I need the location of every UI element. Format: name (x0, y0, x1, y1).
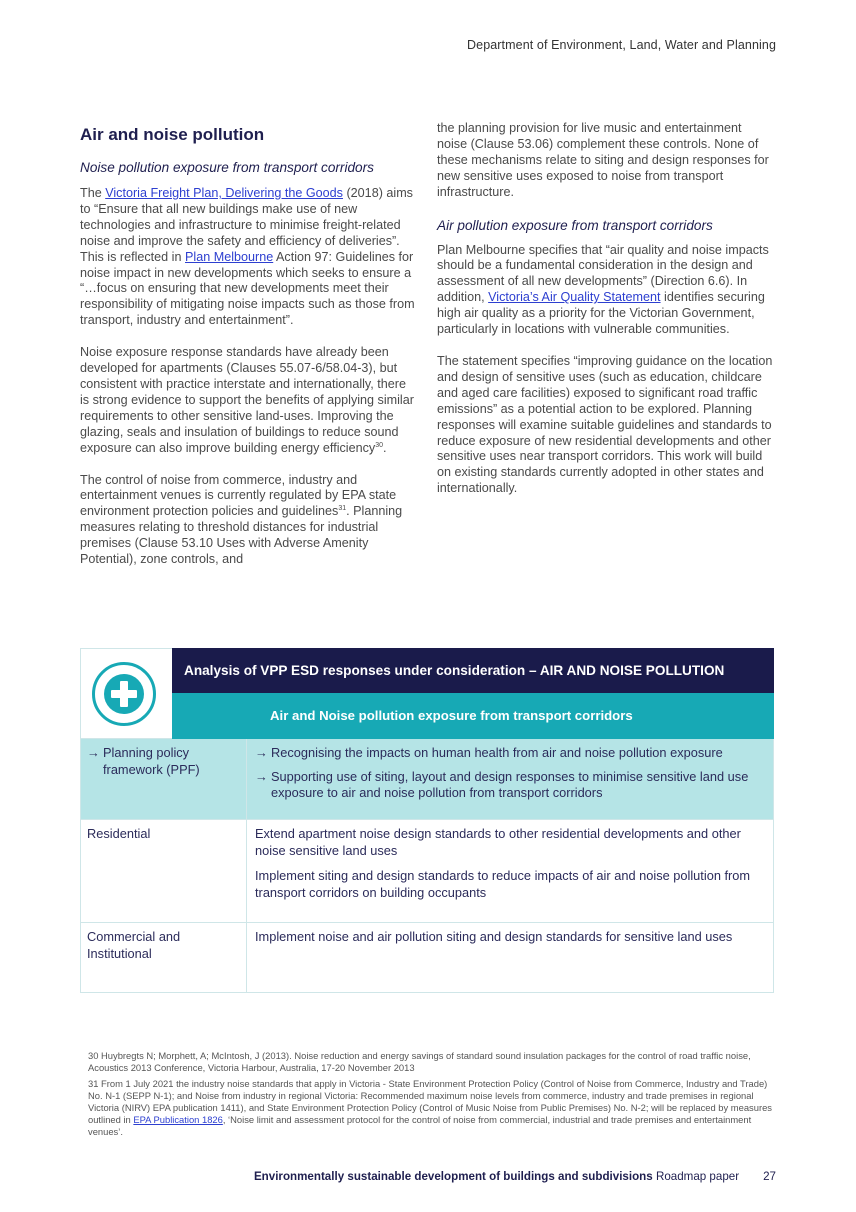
footnote-30: 30 Huybregts N; Morphett, A; McIntosh, J (2013). Noise reduction and energy savings of standard sound insulation packages for the control of road traffic noise, Acoustics 2013 Conference, Victoria Harbour, Australia, 17-20 November 2013 (88, 1050, 751, 1073)
arrow-right-icon: → (255, 745, 268, 760)
noise-subheading: Noise pollution exposure from transport corridors (80, 160, 374, 175)
footer-title: Environmentally sustainable development of buildings and subdivisions (253, 1170, 653, 1183)
paragraph-statement: The statement specifies “improving guidance on the location and design of sensitive uses (such as education, childcare and aged care facilities) exposed to significant road traffic emissions” as a potential action to be explored. Planning responses will examine suitable guidelines and standards to reduce exposure of new residential developments and other sensitive uses near transport corridors. This work will build on existing standards currently adopted in other states and internationally. (437, 353, 773, 496)
footnote-31: 31 From 1 July 2021 the industry noise standards that apply in Victoria - State Environment Protection Policy (Control of Noise from Commerce, Industry and Trade) No. N-1 (SEPP N-1); and Noise from industry in regional Victoria: Recommended maximum noise levels from commerce, industry and trade premises in regional Victoria (NIRV) EPA publication 1411), and State Environment Protection Policy (Control of Music Noise from Public Premises) No. N-2; will be replaced by measures outlined in EPA Publication 1826, ‘Noise limit and assessment protocol for the control of noise from commercial, industrial and trade premises and entertainment venues’. (88, 1078, 772, 1137)
paragraph-plan-melbourne: Plan Melbourne specifies that “air quality and noise impacts should be a fundamental consideration in the design and assessment of all new developments” (Direction 6.6). In addition, Victoria’s Air Quality Statement identifies securing high air quality as a priority for the Victorian Government, particularly in locations with vulnerable communities. (437, 242, 769, 337)
arrow-right-icon: → (87, 745, 100, 760)
section-heading: Air and noise pollution (80, 125, 265, 144)
footnote-ref-31[interactable]: 31 (338, 505, 347, 513)
row-content: Extend apartment noise design standards to other residential developments and other noise sensitive land uses Implement siting and design standards to reduce impacts of air and noise pollution from transport corridors on building occupants (255, 826, 751, 900)
table-row (80, 820, 774, 923)
link-victoria-freight-plan[interactable]: Victoria Freight Plan, Delivering the Goods (105, 186, 343, 200)
health-cross-icon (92, 662, 156, 726)
paragraph-noise-standards: Noise exposure response standards have already been developed for apartments (Clauses 55.07-6/58.04-3), but consistent with practice interstate and internationally, there is strong evidence to support the benefits of applying similar requirements to other sensitive land-uses. Improving the glazing, seals and insulation of buildings to reduce sound exposure can also improve building energy efficiency$^{30}$. (80, 345, 414, 455)
page-number: 27 (763, 1170, 776, 1183)
row-content: → Recognising the impacts on human health from air and noise pollution exposure → Supporting use of siting, layout and design responses to minimise sensitive land use exposure to air and noise pollution from transport corridors (255, 745, 749, 800)
arrow-right-icon: → (255, 768, 268, 784)
table-row (80, 923, 774, 993)
row-content: Implement noise and air pollution siting and design standards for sensitive land uses (255, 929, 733, 944)
paragraph-live-music: the planning provision for live music and entertainment noise (Clause 53.06) complement these controls. None of these mechanisms relate to siting and design responses for new sensitive uses exposed to noise from transport infrastructure. (437, 121, 769, 199)
row-label: Residential (81, 820, 247, 922)
page-footer (254, 1170, 776, 1183)
paragraph-noise-control: The control of noise from commerce, industry and entertainment venues is currently regulated by EPA state environment protection policies and guidelines$^{31}$. Planning measures relating to threshold distances for industrial premises (Clause 53.10 Uses with Adverse Amenity Potential), zone controls, and (80, 472, 403, 567)
left-column (80, 121, 416, 584)
paragraph-freight-plan: The Victoria Freight Plan, Delivering the Goods (2018) aims to “Ensure that all new buildings make use of new technologies and infrastructure to minimise freight-related noise and improve the safety and efficiency of deliveries”. This is reflected in Plan Melbourne Action 97: Guidelines for noise impact in new developments which seeks to ensure a “…focus on ensuring that new developments meet their responsibility of mitigating noise impacts such as those from transport, industry and entertainment”. (80, 186, 415, 328)
link-air-quality-statement[interactable]: Victoria’s Air Quality Statement (488, 290, 661, 305)
air-subheading: Air pollution exposure from transport corridors (437, 217, 713, 233)
link-epa-publication[interactable]: EPA Publication 1826 (133, 1114, 223, 1125)
right-column (437, 121, 773, 513)
footnote-ref-30[interactable]: 30 (375, 441, 383, 449)
row-label: Commercial and Institutional (81, 923, 247, 992)
link-plan-melbourne[interactable]: Plan Melbourne (185, 249, 274, 264)
table-subtitle: Air and Noise pollution exposure from transport corridors (172, 693, 774, 739)
table-title: Analysis of VPP ESD responses under consideration – AIR AND NOISE POLLUTION (172, 648, 774, 693)
table-row (80, 739, 774, 820)
page-header: Department of Environment, Land, Water and Planning (467, 38, 776, 52)
footer-subtitle: Roadmap paper (652, 1170, 740, 1183)
row-label: → Planning policy framework (PPF) (81, 739, 247, 819)
footnotes (88, 1050, 778, 1142)
table-icon-cell (80, 648, 172, 739)
